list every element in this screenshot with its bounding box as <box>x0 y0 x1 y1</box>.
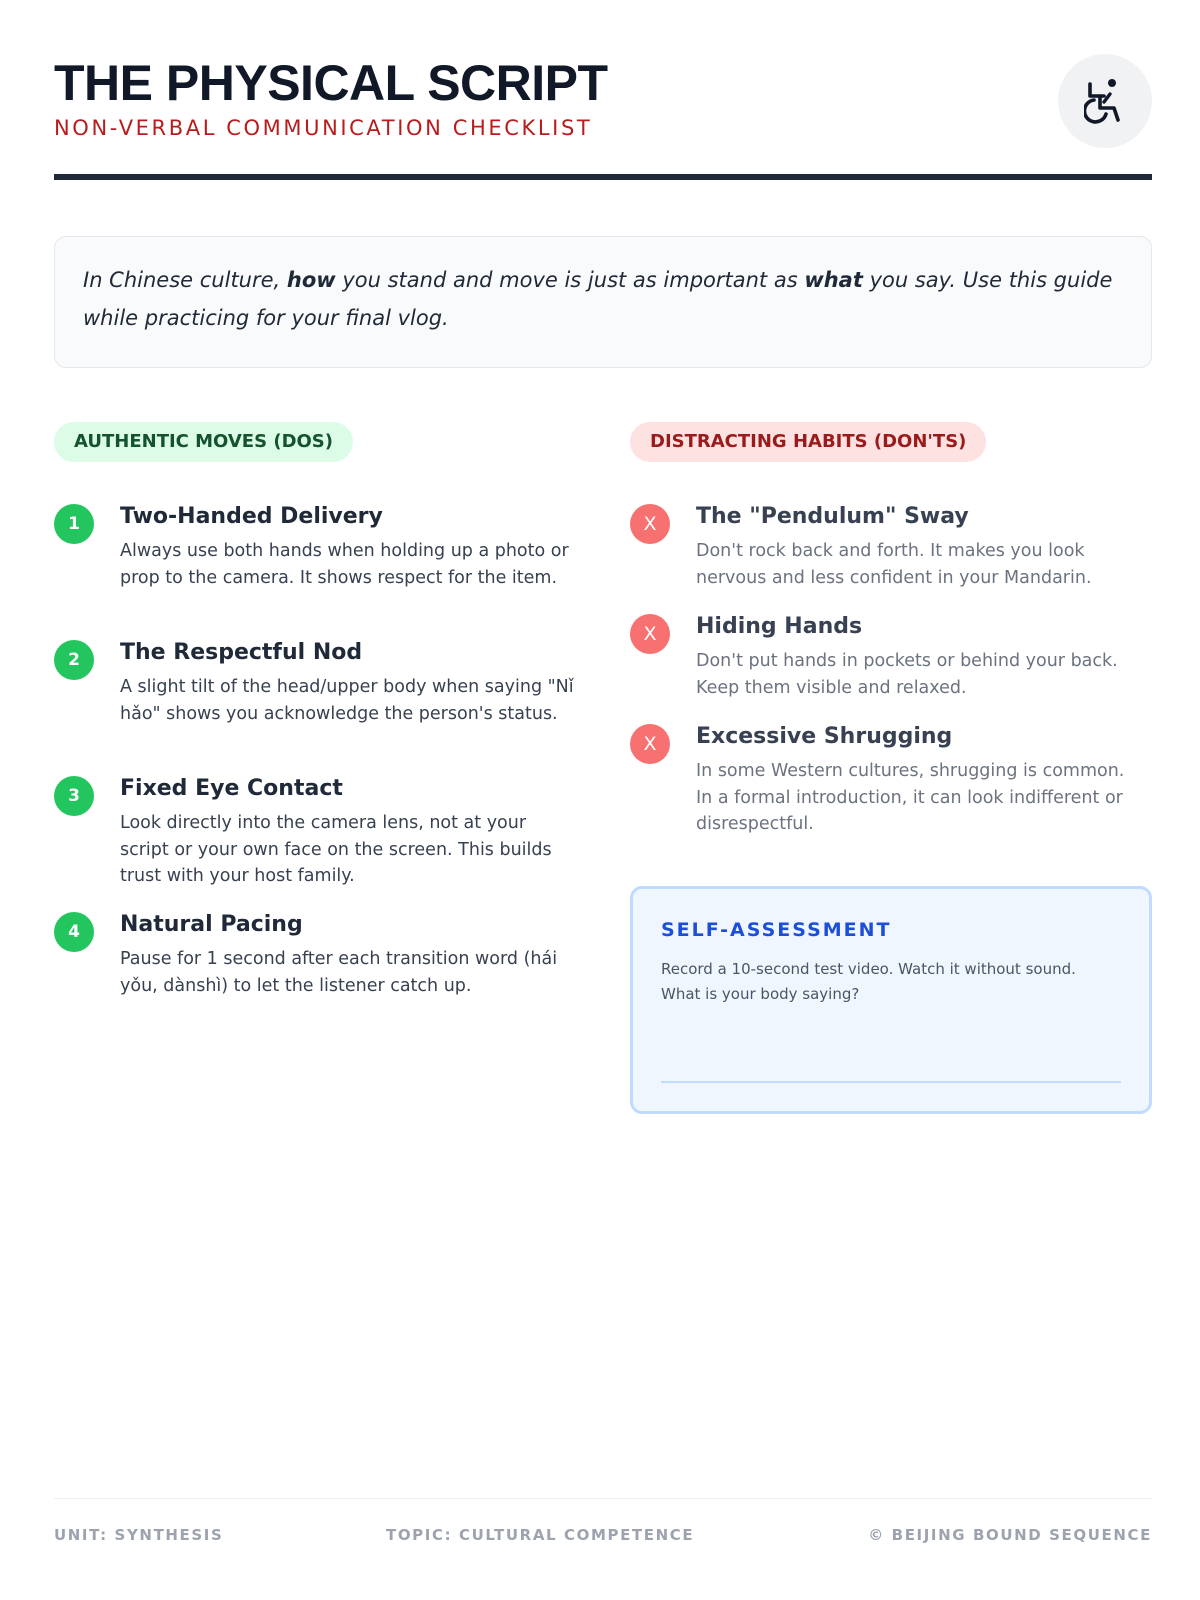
donts-column <box>630 422 1142 834</box>
footer-divider <box>54 1498 1152 1499</box>
dos-column <box>54 422 574 996</box>
footer-unit: UNIT: SYNTHESIS <box>54 1526 224 1544</box>
item-description: Always use both hands when holding up a photo or prop to the camera. It shows respect for the item. <box>120 541 569 588</box>
number-badge: 2 <box>54 640 94 680</box>
item-description: Don't rock back and forth. It makes you look nervous and less confident in your Mandarin. <box>696 541 1092 588</box>
item-description: Look directly into the camera lens, not at your script or your own face on the screen. This builds trust with your host family. <box>120 813 552 886</box>
dos-heading-pill: AUTHENTIC MOVES (DOS) <box>54 422 353 462</box>
footer-copyright: © BEIJING BOUND SEQUENCE <box>868 1526 1152 1544</box>
page-subtitle: NON-VERBAL COMMUNICATION CHECKLIST <box>54 116 593 140</box>
intro-text-2: you stand and move is just as important as <box>335 268 805 292</box>
self-assessment-box <box>630 886 1152 1114</box>
item-title: The "Pendulum" Sway <box>696 504 969 529</box>
header-divider <box>54 174 1152 180</box>
intro-text-3: you say. Use this guide while practicing for your final vlog. <box>83 268 1113 330</box>
item-title: Two-Handed Delivery <box>120 504 383 529</box>
item-title: Fixed Eye Contact <box>120 776 343 801</box>
accessibility-icon <box>1084 78 1126 124</box>
item-description: Don't put hands in pockets or behind your back. Keep them visible and relaxed. <box>696 651 1118 698</box>
x-badge-icon: X <box>630 504 670 544</box>
donts-heading-pill: DISTRACTING HABITS (DON'TS) <box>630 422 986 462</box>
number-badge: 4 <box>54 912 94 952</box>
accessibility-button[interactable] <box>1058 54 1152 148</box>
intro-emphasis-how: how <box>286 268 336 292</box>
footer <box>54 1526 1152 1550</box>
number-badge: 3 <box>54 776 94 816</box>
item-title: Excessive Shrugging <box>696 724 953 749</box>
item-title: Natural Pacing <box>120 912 303 937</box>
page-title: THE PHYSICAL SCRIPT <box>54 55 608 111</box>
item-description: In some Western cultures, shrugging is common. In a formal introduction, it can look indifferent or disrespectful. <box>696 761 1125 834</box>
intro-emphasis-what: what <box>804 268 863 292</box>
self-assessment-prompt: Record a 10-second test video. Watch it without sound. What is your body saying? <box>661 960 1076 1003</box>
intro-callout <box>54 236 1152 368</box>
self-assessment-title: SELF-ASSESSMENT <box>661 919 892 941</box>
item-description: A slight tilt of the head/upper body when saying "Nǐ hǎo" shows you acknowledge the person's status. <box>120 677 574 724</box>
intro-text-1: In Chinese culture, <box>83 268 287 292</box>
number-badge: 1 <box>54 504 94 544</box>
answer-line[interactable] <box>661 1081 1121 1083</box>
item-title: The Respectful Nod <box>120 640 363 665</box>
worksheet-page <box>54 0 1152 1600</box>
footer-topic: TOPIC: CULTURAL COMPETENCE <box>386 1526 695 1544</box>
x-badge-icon: X <box>630 724 670 764</box>
x-badge-icon: X <box>630 614 670 654</box>
header <box>54 50 1152 182</box>
item-title: Hiding Hands <box>696 614 863 639</box>
item-description: Pause for 1 second after each transition word (hái yǒu, dànshì) to let the listener catch up. <box>120 949 558 996</box>
